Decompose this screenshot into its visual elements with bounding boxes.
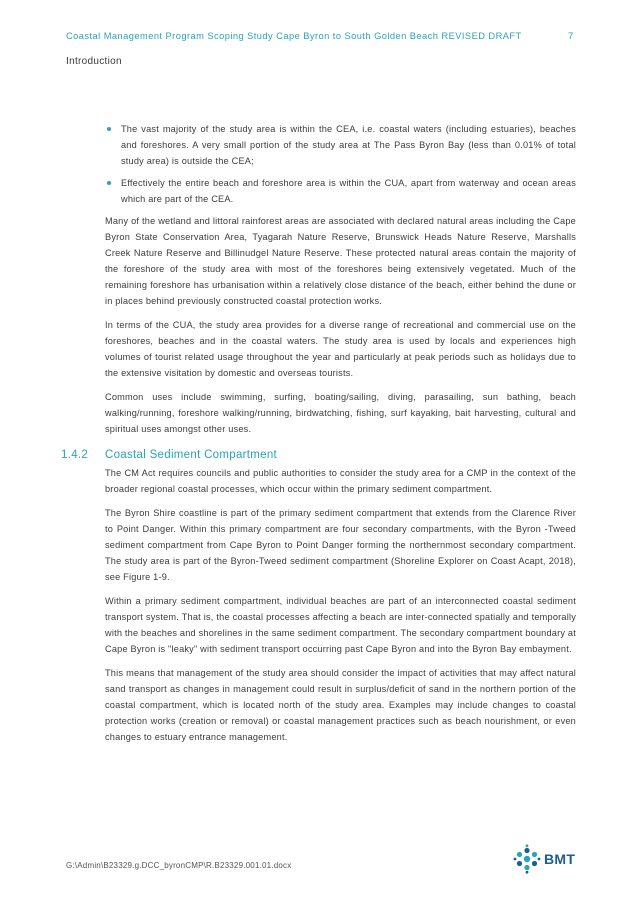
bullet-icon	[107, 127, 111, 131]
bullet-text: The vast majority of the study area is within the CEA, i.e. coastal waters (including estuaries), beaches and foreshores. A very small portion of the study area at The Pass Byron Bay (less than 0.01% of total study area) is outside the CEA;	[121, 124, 576, 166]
bullet-list	[105, 121, 576, 207]
paragraph: The Byron Shire coastline is part of the primary sediment compartment that extends from the Clarence River to Point Danger. Within this primary compartment are four secondary compartments, with the Byron -Tweed sediment compartment from Cape Byron to Point Danger forming the northernmost secondary compartment. The study area is part of the Byron-Tweed sediment compartment (Shoreline Explorer on Coast Acapt, 2018), see Figure 1-9.	[105, 508, 576, 582]
paragraph: Many of the wetland and littoral rainforest areas are associated with declared natural areas including the Cape Byron State Conservation Area, Tyagarah Nature Reserve, Brunswick Heads Nature Reserve, Marshalls Creek Nature Reserve and Billinudgel Nature Reserve. These protected natural areas contain the majority of the foreshore of the study area with most of the foreshores being extensively vegetated. Much of the remaining foreshore has urbanisation within a relatively close distance of the beach, either behind the dune or in places behind previously constructed coastal protection works.	[105, 216, 576, 306]
list-item	[105, 121, 576, 169]
paragraph: The CM Act requires councils and public authorities to consider the study area for a CMP in the context of the broader regional coastal processes, which occur within the primary sediment compartment.	[105, 468, 576, 494]
subsection-number: 1.4.2	[61, 449, 89, 461]
bullet-icon	[107, 181, 111, 185]
paragraph: This means that management of the study area should consider the impact of activities that may affect natural sand transport as changes in management could result in surplus/deficit of sand in the northern portion of the coastal compartment, which is located north of the study area. Examples may include changes to coastal protection works (creation or removal) or coastal management practices such as beach nourishment, or even changes to estuary entrance management.	[105, 668, 576, 742]
paragraph: Common uses include swimming, surfing, boating/sailing, diving, parasailing, sun bathing, beach walking/running, foreshore walking/running, birdwatching, fishing, surf kayaking, bait harvesting, cultural and spiritual uses amongst other uses.	[105, 392, 576, 434]
document-header-title: Coastal Management Program Scoping Study Cape Byron to South Golden Beach REVISED DRAFT	[66, 31, 522, 41]
paragraph: In terms of the CUA, the study area provides for a diverse range of recreational and commercial use on the foreshores, beaches and in the coastal waters. The study area is used by locals and experiences high volumes of tourist related usage throughout the year and particularly at peak periods such as holidays due to the extensive visitation by domestic and overseas tourists.	[105, 320, 576, 378]
body-content	[61, 121, 576, 753]
bullet-text: Effectively the entire beach and foreshore area is within the CUA, apart from waterway and ocean areas which are part of the CEA.	[121, 178, 576, 204]
paragraph: Within a primary sediment compartment, individual beaches are part of an interconnected coastal sediment transport system. That is, the coastal processes affecting a beach are inter-connected spatially and temporally with the beaches and shorelines in the same sediment compartment. The secondary compartment boundary at Cape Byron is "leaky" with sediment transport occurring past Cape Byron and into the Byron Bay embayment.	[105, 596, 576, 654]
bmt-logo-icon	[512, 844, 542, 874]
list-item	[105, 175, 576, 207]
section-title: Introduction	[66, 56, 122, 67]
page-number: 7	[568, 31, 574, 42]
footer-file-path: G:\Admin\B23329.g.DCC_byronCMP\R.B23329.001.01.docx	[66, 861, 292, 870]
subsection-title: Coastal Sediment Compartment	[105, 449, 278, 461]
subsection-heading	[61, 447, 576, 463]
logo-text: BMT	[544, 851, 576, 867]
bmt-logo	[512, 844, 575, 874]
